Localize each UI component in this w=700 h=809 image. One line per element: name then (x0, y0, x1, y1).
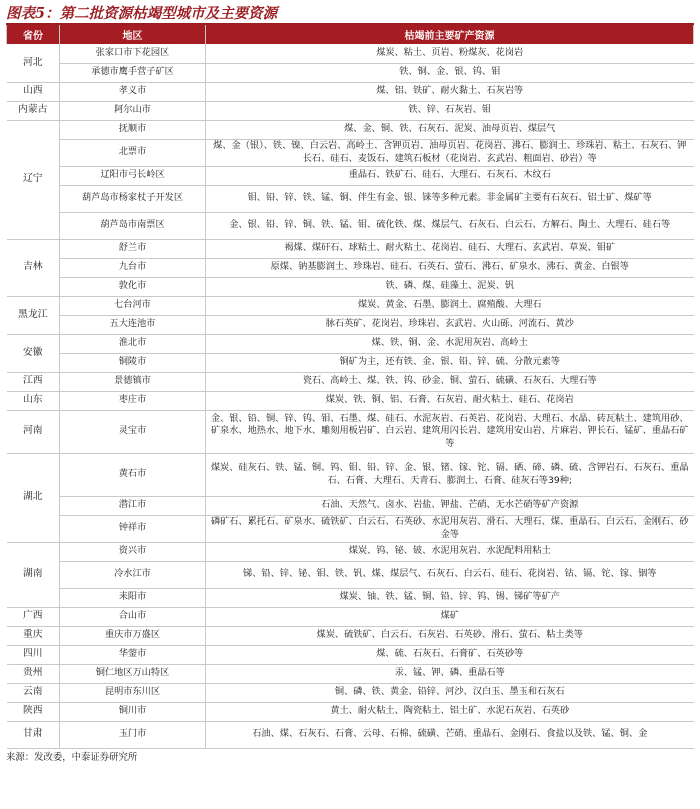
province-cell: 云南 (7, 683, 60, 702)
area-cell: 敦化市 (60, 277, 206, 296)
area-cell: 枣庄市 (60, 391, 206, 410)
table-row (7, 212, 694, 239)
area-cell: 舒兰市 (60, 239, 206, 258)
resource-table (6, 25, 694, 749)
resources-cell: 金、银、铅、铜、锌、钨、钼、石墨、煤、硅石、水泥灰岩、石英岩、花岗岩、大理石、水晶、砖瓦粘土、建筑用砂、矿泉水、地热水、地下水、雕刻用板岩矿、白云岩、建筑用闪长岩、建筑用安山岩、片麻岩、钾长石、锰矿、重晶石矿等 (206, 410, 694, 453)
resources-cell: 煤炭、铁、铜、铝、石膏、石灰岩、耐火粘土、硅石、花岗岩 (206, 391, 694, 410)
area-cell: 张家口市下花园区 (60, 44, 206, 63)
resources-cell: 铜、磷、铁、黄金、铅锌、河沙、汉白玉、墨玉和石灰石 (206, 683, 694, 702)
resources-cell: 煤炭、硅灰石、铁、锰、铜、钨、钼、铅、锌、金、银、锗、镓、铊、镉、硒、碲、磷、硫、含钾岩石、石灰石、重晶石、石膏、大理石、天青石、膨润土、石膏、硅灰石等39种; (206, 453, 694, 496)
table-row (7, 453, 694, 496)
area-cell: 耒阳市 (60, 588, 206, 607)
resources-cell: 煤炭、钨、铋、铍、水泥用灰岩、水泥配料用粘土 (206, 542, 694, 561)
resources-cell: 煤、金（银）、铁、镍、白云岩、高岭土、含钾页岩、油母页岩、花岗岩、沸石、膨润土、珍珠岩、粘土、石灰石、钾长石、硅石、麦饭石、建筑石板材（花岗岩、玄武岩、粗面岩、砂岩）等 (206, 139, 694, 166)
table-row (7, 721, 694, 748)
area-cell: 九台市 (60, 258, 206, 277)
table-row (7, 82, 694, 101)
resources-cell: 煤、硫、石灰石、石膏矿、石英砂等 (206, 645, 694, 664)
table-row (7, 702, 694, 721)
area-cell: 五大连池市 (60, 315, 206, 334)
table-row (7, 496, 694, 515)
resources-cell: 铁、磷、煤、硅藻土、泥炭、钒 (206, 277, 694, 296)
area-cell: 七台河市 (60, 296, 206, 315)
resources-cell: 瓷石、高岭土、煤、铁、钨、砂金、铜、萤石、硫磺、石灰石、大理石等 (206, 372, 694, 391)
area-cell: 抚顺市 (60, 120, 206, 139)
province-cell: 山西 (7, 82, 60, 101)
table-row (7, 372, 694, 391)
area-cell: 钟祥市 (60, 515, 206, 542)
province-cell: 内蒙古 (7, 101, 60, 120)
resources-cell: 煤矿 (206, 607, 694, 626)
area-cell: 潜江市 (60, 496, 206, 515)
resources-cell: 磷矿石、累托石、矿泉水、硫铁矿、白云石、石英砂、水泥用灰岩、滑石、大理石、煤、重晶石、白云石、金刚石、砂金等 (206, 515, 694, 542)
source-note: 来源：发改委，中泰证券研究所 (6, 751, 138, 763)
area-cell: 铜陵市 (60, 353, 206, 372)
table-row (7, 239, 694, 258)
resources-cell: 煤、金、铜、铁、石灰石、泥炭、油母页岩、煤层气 (206, 120, 694, 139)
resources-cell: 煤炭、硫铁矿、白云石、石灰岩、石英砂、滑石、萤石、粘土类等 (206, 626, 694, 645)
area-cell: 资兴市 (60, 542, 206, 561)
table-row (7, 120, 694, 139)
area-cell: 合山市 (60, 607, 206, 626)
area-cell: 灵宝市 (60, 410, 206, 453)
province-cell: 辽宁 (7, 120, 60, 239)
resources-cell: 钼、铅、锌、铁、锰、铜、伴生有金、银、铼等多种元素。非金属矿主要有石灰石、铝土矿、煤矿等 (206, 185, 694, 212)
province-cell: 湖南 (7, 542, 60, 607)
area-cell: 铜川市 (60, 702, 206, 721)
province-cell: 陕西 (7, 702, 60, 721)
table-row (7, 515, 694, 542)
resources-cell: 铁、铜、金、银、钨、钼 (206, 63, 694, 82)
resources-cell: 褐煤、煤矸石、球粘土、耐火粘土、花岗岩、硅石、大理石、玄武岩、草炭、钼矿 (206, 239, 694, 258)
figure-title: 图表5：第二批资源枯竭型城市及主要资源 (6, 4, 694, 25)
area-cell: 孝义市 (60, 82, 206, 101)
area-cell: 景德镇市 (60, 372, 206, 391)
table-row (7, 353, 694, 372)
province-cell: 湖北 (7, 453, 60, 542)
table-row (7, 588, 694, 607)
area-cell: 黄石市 (60, 453, 206, 496)
area-cell: 华蓥市 (60, 645, 206, 664)
area-cell: 重庆市万盛区 (60, 626, 206, 645)
table-row (7, 542, 694, 561)
table-row (7, 561, 694, 588)
area-cell: 北票市 (60, 139, 206, 166)
province-cell: 山东 (7, 391, 60, 410)
table-row (7, 139, 694, 166)
province-cell: 四川 (7, 645, 60, 664)
table-row (7, 334, 694, 353)
resources-cell: 煤炭、粘土、页岩、粉煤灰、花岗岩 (206, 44, 694, 63)
province-cell: 贵州 (7, 664, 60, 683)
resources-cell: 汞、锰、钾、磷、重晶石等 (206, 664, 694, 683)
area-cell: 阿尔山市 (60, 101, 206, 120)
table-row (7, 410, 694, 453)
resources-cell: 石油、煤、石灰石、石膏、云母、石棉、硫磺、芒硝、重晶石、金刚石、食盐以及铁、锰、铜、金 (206, 721, 694, 748)
resources-cell: 铁、锌、石灰岩、钼 (206, 101, 694, 120)
area-cell: 葫芦岛市南票区 (60, 212, 206, 239)
resources-cell: 煤炭、铀、铁、锰、铜、铅、锌、钨、锡、锑矿等矿产 (206, 588, 694, 607)
resources-cell: 煤炭、黄金、石墨、膨润土、腐殖酸、大理石 (206, 296, 694, 315)
province-cell: 甘肃 (7, 721, 60, 748)
province-cell: 重庆 (7, 626, 60, 645)
table-row (7, 166, 694, 185)
header-area: 地区 (60, 25, 206, 44)
province-cell: 河北 (7, 44, 60, 82)
resources-cell: 脉石英矿、花岗岩、珍珠岩、玄武岩、火山砾、河流石、黄沙 (206, 315, 694, 334)
table-row (7, 63, 694, 82)
area-cell: 淮北市 (60, 334, 206, 353)
table-row (7, 185, 694, 212)
resources-cell: 铜矿为主，还有铁、金、银、铅、锌、硫、分散元素等 (206, 353, 694, 372)
resources-cell: 煤、铁、铜、金、水泥用灰岩、高岭土 (206, 334, 694, 353)
resources-cell: 锑、铅、锌、铋、钼、铁、钒、煤、煤层气、石灰石、白云石、硅石、花岗岩、钴、镉、铊、镓、铟等 (206, 561, 694, 588)
table-row (7, 626, 694, 645)
province-cell: 黑龙江 (7, 296, 60, 334)
resources-cell: 石油、天然气、卤水、岩盐、钾盐、芒硝、无水芒硝等矿产资源 (206, 496, 694, 515)
area-cell: 承德市鹰手营子矿区 (60, 63, 206, 82)
province-cell: 江西 (7, 372, 60, 391)
resources-cell: 金、银、铅、锌、铜、铁、锰、钼、硫化铁、煤、煤层气、石灰石、白云石、方解石、陶土、大理石、硅石等 (206, 212, 694, 239)
area-cell: 昆明市东川区 (60, 683, 206, 702)
resources-cell: 原煤、钠基膨润土、珍珠岩、硅石、石英石、萤石、沸石、矿泉水、沸石、黄金、白银等 (206, 258, 694, 277)
table-row (7, 664, 694, 683)
resources-cell: 黄土、耐火粘土、陶瓷粘土、铝土矿、水泥石灰岩、石英砂 (206, 702, 694, 721)
province-cell: 安徽 (7, 334, 60, 372)
header-resources: 枯竭前主要矿产资源 (206, 25, 694, 44)
table-row (7, 315, 694, 334)
resources-cell: 重晶石、铁矿石、硅石、大理石、石灰石、木纹石 (206, 166, 694, 185)
area-cell: 铜仁地区万山特区 (60, 664, 206, 683)
table-row (7, 683, 694, 702)
table-row (7, 277, 694, 296)
table-row (7, 645, 694, 664)
area-cell: 冷水江市 (60, 561, 206, 588)
province-cell: 河南 (7, 410, 60, 453)
table-row (7, 296, 694, 315)
table-row (7, 258, 694, 277)
table-row (7, 391, 694, 410)
area-cell: 辽阳市弓长岭区 (60, 166, 206, 185)
resources-cell: 煤、铝、铁矿、耐火黏土、石灰岩等 (206, 82, 694, 101)
area-cell: 玉门市 (60, 721, 206, 748)
table-row (7, 607, 694, 626)
table-row (7, 44, 694, 63)
table-row (7, 101, 694, 120)
province-cell: 广西 (7, 607, 60, 626)
table-header-row (7, 25, 694, 44)
header-province: 省份 (7, 25, 60, 44)
table-body (7, 44, 694, 748)
province-cell: 吉林 (7, 239, 60, 296)
area-cell: 葫芦岛市杨家杖子开发区 (60, 185, 206, 212)
